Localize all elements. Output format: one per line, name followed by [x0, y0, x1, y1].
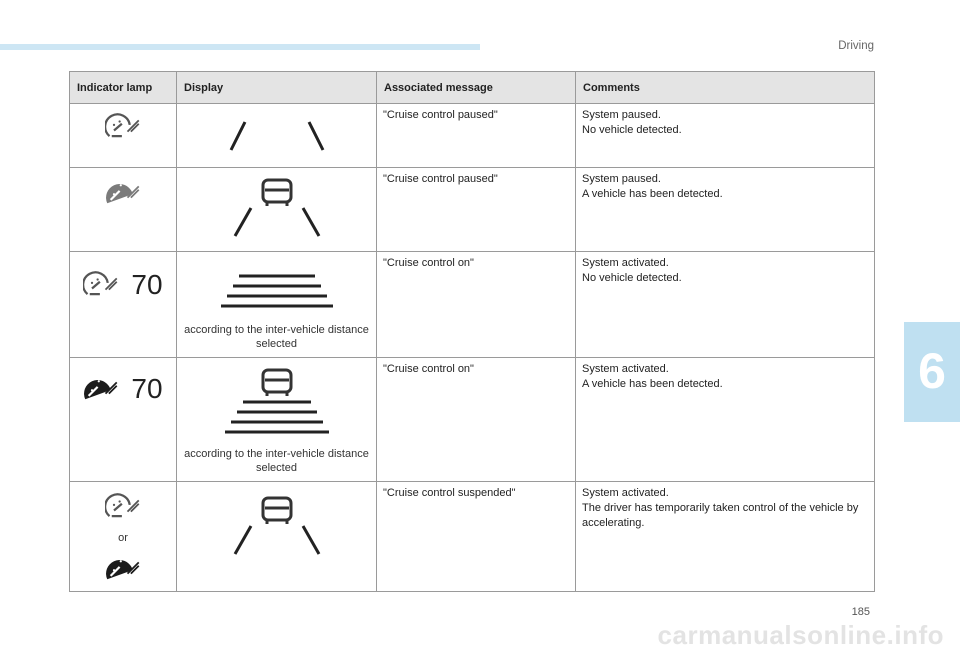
comments-cell	[576, 168, 875, 252]
comment-line: System activated.	[582, 363, 669, 375]
vehicle-ahead-distance-icon	[217, 368, 337, 434]
indicator-lamp-cell	[70, 104, 177, 168]
chapter-tab	[904, 322, 960, 422]
message-cell: "Cruise control on"	[377, 252, 576, 358]
lamp-group	[76, 374, 170, 402]
display-cell	[177, 104, 377, 168]
table-row	[70, 168, 875, 252]
table-header-row	[70, 72, 875, 104]
comment-line: The driver has temporarily taken control of the vehicle by accelerating.	[582, 502, 859, 529]
comment-line: System paused.	[582, 109, 661, 121]
indicator-lamp-cell	[70, 252, 177, 358]
vehicle-ahead-icon	[217, 178, 337, 242]
comment-line: A vehicle has been detected.	[582, 188, 723, 200]
section-title: Driving	[838, 40, 874, 52]
display-caption: according to the inter-vehicle distance selected	[184, 448, 369, 474]
message-cell: "Cruise control paused"	[377, 104, 576, 168]
message-cell: "Cruise control suspended"	[377, 482, 576, 592]
display-cell	[177, 482, 377, 592]
display-caption: according to the inter-vehicle distance selected	[184, 324, 369, 350]
comment-line: System activated.	[582, 487, 669, 499]
indicator-lamp-cell	[70, 358, 177, 482]
cruise-gauge-outline-icon	[105, 112, 141, 140]
or-separator: or	[118, 532, 128, 544]
table-row	[70, 358, 875, 482]
table-row	[70, 482, 875, 592]
display-cell	[177, 358, 377, 482]
distance-bars-icon	[217, 272, 337, 310]
indicator-lamp-cell	[70, 482, 177, 592]
chapter-number: 6	[918, 343, 946, 399]
cruise-gauge-outline-icon	[83, 270, 119, 298]
display-cell	[177, 168, 377, 252]
column-header: Indicator lamp	[70, 72, 177, 104]
page-number: 185	[851, 606, 870, 618]
watermark: carmanualsonline.info	[657, 620, 944, 650]
display-cell	[177, 252, 377, 358]
column-header: Comments	[576, 72, 875, 104]
cruise-gauge-outline-icon	[105, 492, 141, 520]
comment-line: No vehicle detected.	[582, 124, 682, 136]
message-cell: "Cruise control paused"	[377, 168, 576, 252]
indicator-lamp-cell	[70, 168, 177, 252]
comments-cell	[576, 104, 875, 168]
indicator-table	[69, 71, 875, 592]
set-speed: 70	[131, 268, 163, 300]
lane-lines-icon	[217, 118, 337, 158]
comments-cell	[576, 252, 875, 358]
set-speed: 70	[131, 372, 163, 404]
header-accent-bar	[0, 44, 480, 50]
cruise-gauge-filled-icon	[83, 374, 119, 402]
comments-cell	[576, 358, 875, 482]
column-header: Display	[177, 72, 377, 104]
comment-line: A vehicle has been detected.	[582, 378, 723, 390]
comment-line: No vehicle detected.	[582, 272, 682, 284]
cruise-gauge-filled-icon	[105, 178, 141, 206]
comment-line: System paused.	[582, 173, 661, 185]
table-row	[70, 252, 875, 358]
message-cell: "Cruise control on"	[377, 358, 576, 482]
table-row	[70, 104, 875, 168]
comment-line: System activated.	[582, 257, 669, 269]
lamp-group	[76, 270, 170, 298]
column-header: Associated message	[377, 72, 576, 104]
cruise-gauge-filled-icon	[105, 554, 141, 582]
vehicle-ahead-icon	[217, 496, 337, 560]
comments-cell	[576, 482, 875, 592]
